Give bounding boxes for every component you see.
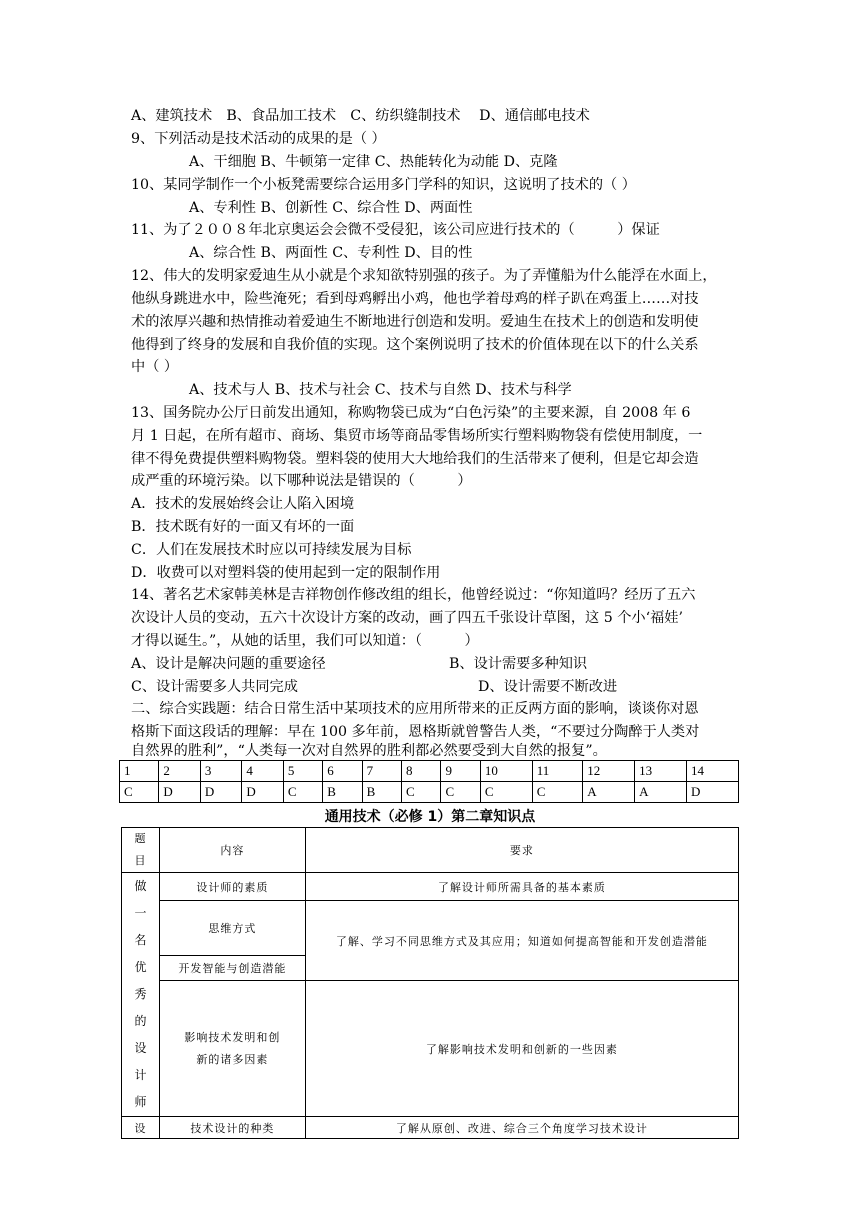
answer-value-cell: D — [200, 782, 241, 803]
q13-line-3: 律不得免费提供塑料购物袋。塑料袋的使用大大地给我们的生活带来了便利，但是它却会造 — [131, 451, 699, 467]
requirement-cell: 了解影响技术发明和创新的一些因素 — [305, 981, 738, 1117]
q12-line-2: 他纵身跳进水中，险些淹死；看到母鸡孵出小鸡，他也学着母鸡的样子趴在鸡蛋上……对技 — [131, 291, 699, 307]
answer-value-row — [120, 782, 739, 803]
answer-number-cell: 13 — [635, 761, 687, 782]
answer-number-cell: 14 — [687, 761, 739, 782]
q13-line-4: 成严重的环境污染。以下哪种说法是错误的（ ） — [131, 473, 472, 489]
answer-number-cell: 12 — [583, 761, 635, 782]
q14-option-c: C、设计需要多人共同完成 — [131, 679, 298, 695]
content-cell: 设计师的素质 — [159, 873, 305, 901]
section2-line-1: 二、综合实践题：结合日常生活中某项技术的应用所带来的正反两方面的影响，谈谈你对恩 — [131, 701, 699, 717]
q10-stem: 10、某同学制作一个小板凳需要综合运用多门学科的知识，这说明了技术的（ ） — [131, 177, 636, 193]
q8-options: A、建筑技术 B、食品加工技术 C、纺织缝制技术 D、通信邮电技术 — [131, 108, 590, 124]
q14-line-2: 次设计人员的变动，五六十次设计方案的改动，画了四五千张设计草图，这 5 个小‘福娃’ — [131, 610, 684, 626]
requirement-cell: 了解、学习不同思维方式及其应用；知道如何提高智能和开发创造潜能 — [305, 901, 738, 981]
answer-value-cell: D — [242, 782, 283, 803]
group1-topic-cell — [122, 873, 160, 1117]
knowledge-row — [122, 1117, 739, 1139]
answer-number-cell: 2 — [159, 761, 200, 782]
answer-value-cell: A — [583, 782, 635, 803]
content-cell: 技术设计的种类 — [159, 1117, 305, 1139]
requirement-cell: 了解设计师所需具备的基本素质 — [305, 873, 738, 901]
answer-number-cell: 11 — [532, 761, 583, 782]
knowledge-table — [121, 827, 739, 1139]
q12-options: A、技术与人 B、技术与社会 C、技术与自然 D、技术与科学 — [189, 382, 572, 398]
answer-number-row — [120, 761, 739, 782]
answer-number-cell: 1 — [120, 761, 159, 782]
section2-line-2: 格斯下面这段话的理解：早在 100 多年前，恩格斯就曾警告人类，“不要过分陶醉于人类对 — [131, 724, 700, 740]
header-topic: 题目 — [122, 828, 160, 873]
answer-number-cell: 6 — [323, 761, 362, 782]
header-content: 内容 — [159, 828, 305, 873]
section2-line-3: 自然界的胜利”，“人类每一次对自然界的胜利都必然要受到大自然的报复”。 — [131, 743, 607, 759]
answer-number-cell: 7 — [362, 761, 401, 782]
group2-topic: 设 — [122, 1117, 160, 1139]
answer-value-cell: A — [635, 782, 687, 803]
header-requirement: 要求 — [305, 828, 738, 873]
q14-option-d: D、设计需要不断改进 — [478, 679, 618, 695]
group1-topic: 做一名优秀的设计师 — [134, 879, 148, 1109]
q12-line-4: 他得到了终身的发展和自我价值的实现。这个案例说明了技术的价值体现在以下的什么关系 — [131, 337, 699, 353]
answer-value-cell: C — [441, 782, 480, 803]
content-cell: 开发智能与创造潜能 — [159, 956, 305, 981]
knowledge-row — [122, 981, 739, 1117]
q9-stem: 9、下列活动是技术活动的成果的是（ ） — [131, 131, 386, 147]
knowledge-header-row — [122, 828, 739, 873]
answer-number-cell: 9 — [441, 761, 480, 782]
answer-number-cell: 4 — [242, 761, 283, 782]
answer-value-cell: D — [687, 782, 739, 803]
answer-value-cell: C — [480, 782, 532, 803]
answer-value-cell: C — [120, 782, 159, 803]
answer-number-cell: 10 — [480, 761, 532, 782]
q13-option-b: B．技术既有好的一面又有坏的一面 — [131, 519, 355, 535]
q11-stem: 11、为了２００８年北京奥运会会微不受侵犯，该公司应进行技术的（ ）保证 — [131, 222, 660, 238]
requirement-cell: 了解从原创、改进、综合三个角度学习技术设计 — [305, 1117, 738, 1139]
answer-table — [119, 760, 739, 803]
answer-value-cell: D — [159, 782, 200, 803]
answer-value-cell: C — [283, 782, 322, 803]
answer-value-cell: B — [323, 782, 362, 803]
answer-value-cell: C — [532, 782, 583, 803]
knowledge-row — [122, 873, 739, 901]
content-cell: 思维方式 — [159, 901, 305, 956]
answer-number-cell: 8 — [402, 761, 441, 782]
q12-line-5: 中（ ） — [131, 359, 179, 375]
q12-line-3: 术的浓厚兴趣和热情推动着爱迪生不断地进行创造和发明。爱迪生在技术上的创造和发明使 — [131, 314, 699, 330]
q13-option-a: A．技术的发展始终会让人陷入困境 — [131, 496, 355, 512]
q9-options: A、干细胞 B、牛顿第一定律 C、热能转化为动能 D、克隆 — [189, 154, 558, 170]
q10-options: A、专利性 B、创新性 C、综合性 D、两面性 — [189, 200, 473, 216]
q13-option-c: C．人们在发展技术时应以可持续发展为目标 — [131, 542, 412, 558]
answer-number-cell: 3 — [200, 761, 241, 782]
q11-options: A、综合性 B、两面性 C、专利性 D、目的性 — [189, 245, 473, 261]
knowledge-title: 通用技术（必修 1）第二章知识点 — [324, 809, 536, 825]
q13-option-d: D．收费可以对塑料袋的使用起到一定的限制作用 — [131, 565, 441, 581]
answer-value-cell: C — [402, 782, 441, 803]
q14-line-1: 14、著名艺术家韩美林是吉祥物创作修改组的组长，他曾经说过：“你知道吗？经历了五六 — [131, 587, 696, 603]
answer-number-cell: 5 — [283, 761, 322, 782]
content-cell: 影响技术发明和创新的诸多因素 — [159, 981, 305, 1117]
answer-value-cell: B — [362, 782, 401, 803]
q13-line-1: 13、国务院办公厅日前发出通知，称购物袋已成为“白色污染”的主要来源，自 2008 年 6 — [131, 405, 691, 421]
q14-option-b: B、设计需要多种知识 — [449, 656, 588, 672]
q13-line-2: 月 1 日起，在所有超市、商场、集贸市场等商品零售场所实行塑料购物袋有偿使用制度，一 — [131, 428, 703, 444]
q14-line-3: 才得以诞生。”，从她的话里，我们可以知道：（ ） — [131, 633, 479, 649]
knowledge-row — [122, 901, 739, 956]
q14-option-a: A、设计是解决问题的重要途径 — [131, 656, 326, 672]
q12-line-1: 12、伟大的发明家爱迪生从小就是个求知欲特别强的孩子。为了弄懂船为什么能浮在水面上， — [131, 268, 717, 284]
